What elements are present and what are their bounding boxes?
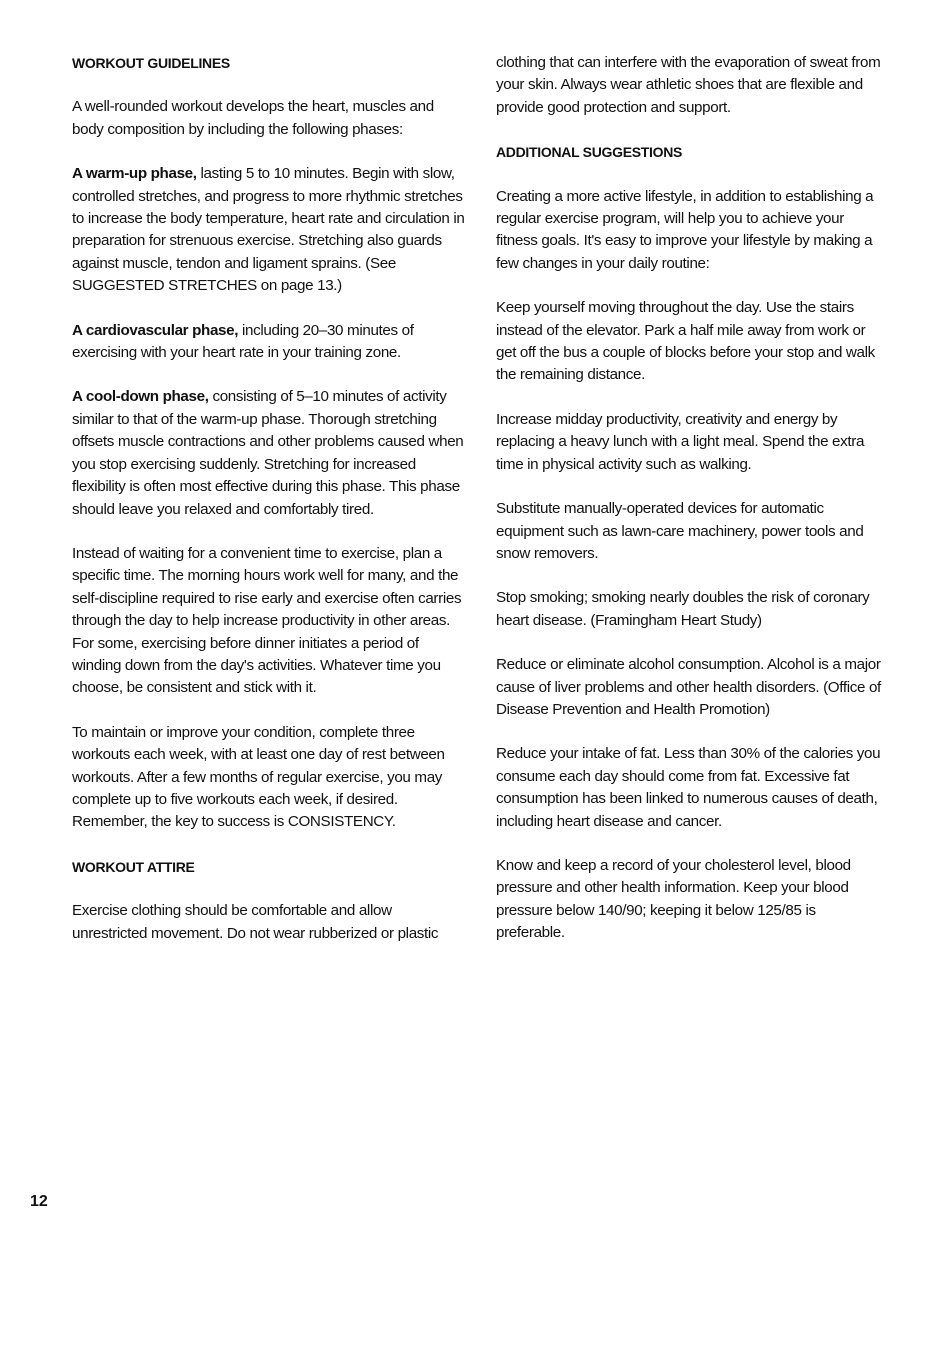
warmup-text: lasting 5 to 10 minutes. Begin with slow, controlled stretches, and progress to more rhythmic stretches to increase the body temperature, heart rate and circulation in preparation for strenuous exercise. Stretching also guards against muscle, tendon and ligament sprains. (See SUGGESTED STRETCHES on page 13.): [72, 165, 465, 295]
attire-paragraph: Exercise clothing should be comfortable and allow unrestricted movement. Do not wear rubberized or plastic: [72, 902, 439, 942]
cooldown-text: consisting of 5–10 minutes of activity similar to that of the warm-up phase. Thorough stretching offsets muscle contractions and other problems caused when you stop exercising suddenly. Stretching for increased flexibility is often most effective during this phase. This phase should leave you relaxed and comfortably tired.: [72, 388, 464, 518]
right-column: [496, 52, 888, 967]
suggestion-item: Substitute manually-operated devices for automatic equipment such as lawn-care machinery, power tools and snow removers.: [496, 500, 864, 562]
suggestion-item: Know and keep a record of your cholesterol level, blood pressure and other health information. Keep your blood pressure below 140/90; keeping it below 125/85 is preferable.: [496, 856, 851, 942]
left-column: [72, 52, 467, 967]
suggestion-item: Reduce your intake of fat. Less than 30% of the calories you consume each day should come from fat. Excessive fat consumption has been linked to numerous causes of death, including heart disease and cancer.: [496, 745, 881, 830]
timing-paragraph: Instead of waiting for a convenient time to exercise, plan a specific time. The morning hours work well for many, and the self-discipline required to rise early and exercise often carries through the day to help increase productivity in other areas. For some, exercising before dinner initiates a period of winding down from the day's activities. Whatever time you choose, be consistent and stick with it.: [72, 544, 462, 697]
warmup-paragraph: [72, 163, 467, 297]
cooldown-lead: A cool-down phase,: [72, 388, 209, 406]
cardio-paragraph: [72, 320, 467, 365]
attire-continued-paragraph: clothing that can interfere with the evaporation of sweat from your skin. Always wear athletic shoes that are flexible and provide good protection and support.: [496, 54, 881, 116]
suggestion-item: Reduce or eliminate alcohol consumption. Alcohol is a major cause of liver problems and other health disorders. (Office of Disease Prevention and Health Promotion): [496, 656, 881, 718]
section-heading-workout-attire: WORKOUT ATTIRE: [72, 858, 195, 875]
section-heading-workout-guidelines: WORKOUT GUIDELINES: [72, 55, 230, 71]
page-number: 12: [30, 1193, 48, 1210]
warmup-lead: A warm-up phase,: [72, 165, 197, 183]
cardio-lead: A cardiovascular phase,: [72, 321, 239, 339]
guidelines-intro: A well-rounded workout develops the heart, muscles and body composition by including the following phases:: [72, 98, 434, 138]
suggestions-intro: Creating a more active lifestyle, in addition to establishing a regular exercise program, will help you to achieve your fitness goals. It's easy to improve your lifestyle by making a few changes in your daily routine:: [496, 187, 874, 272]
suggestion-item: Stop smoking; smoking nearly doubles the risk of coronary heart disease. (Framingham Heart Study): [496, 589, 870, 629]
section-heading-additional-suggestions: ADDITIONAL SUGGESTIONS: [496, 144, 683, 161]
suggestion-item: Keep yourself moving throughout the day. Use the stairs instead of the elevator. Park a half mile away from work or get off the bus a couple of blocks before your stop and walk the remaining distance.: [496, 299, 875, 384]
cooldown-paragraph: [72, 386, 467, 520]
cardio-text: including 20–30 minutes of exercising with your heart rate in your training zone.: [72, 321, 414, 362]
suggestion-item: Increase midday productivity, creativity and energy by replacing a heavy lunch with a light meal. Spend the extra time in physical activity such as walking.: [496, 410, 865, 473]
frequency-paragraph: To maintain or improve your condition, complete three workouts each week, with at least one day of rest between workouts. After a few months of regular exercise, you may complete up to five workouts each week, if desired. Remember, the key to success is CONSISTENCY.: [72, 723, 445, 831]
